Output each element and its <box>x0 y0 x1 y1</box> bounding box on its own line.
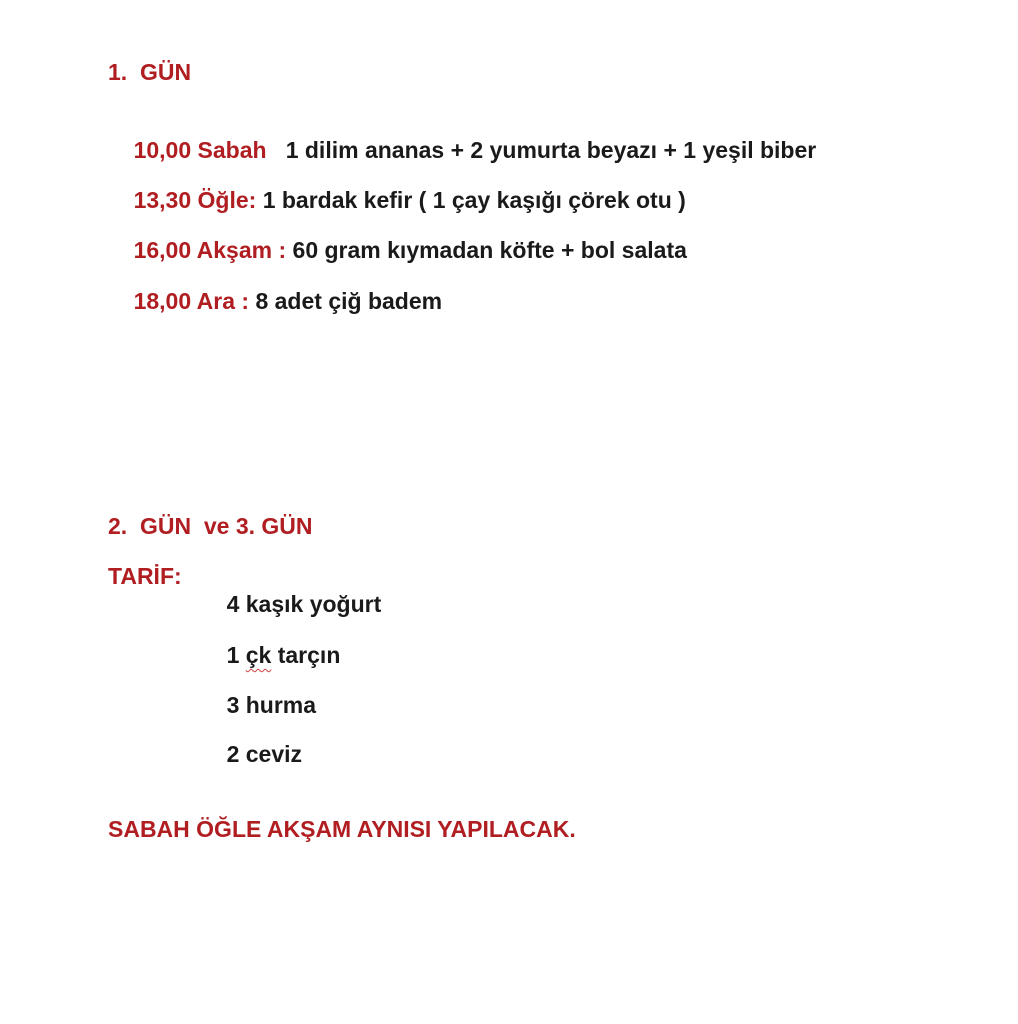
recipe-item: 1 çk tarçın <box>226 642 341 668</box>
day2-3-heading: 2. GÜN ve 3. GÜN <box>108 513 313 539</box>
meal-description: 60 gram kıymadan köfte + bol salata <box>292 237 687 263</box>
recipe-item: 3 hurma <box>226 692 317 718</box>
instruction-note: SABAH ÖĞLE AKŞAM AYNISI YAPILACAK. <box>108 816 576 842</box>
meal-description: 8 adet çiğ badem <box>255 288 443 314</box>
day1-heading: 1. GÜN <box>108 59 192 85</box>
meal-description: 1 bardak kefir ( 1 çay kaşığı çörek otu ) <box>262 187 686 213</box>
meal-time-label: 10,00 Sabah <box>133 137 267 163</box>
spellcheck-underlined-word: çk <box>245 642 272 668</box>
meal-time-label: 18,00 Ara : <box>133 288 250 314</box>
recipe-label: TARİF: <box>108 563 182 589</box>
recipe-item: 2 ceviz <box>226 741 303 767</box>
recipe-item: 4 kaşık yoğurt <box>226 591 382 617</box>
meal-row-snack <box>108 259 442 343</box>
meal-time-label: 16,00 Akşam : <box>133 237 287 263</box>
meal-description: 1 dilim ananas + 2 yumurta beyazı + 1 yeşil biber <box>285 137 817 163</box>
meal-time-label: 13,30 Öğle: <box>133 187 257 213</box>
